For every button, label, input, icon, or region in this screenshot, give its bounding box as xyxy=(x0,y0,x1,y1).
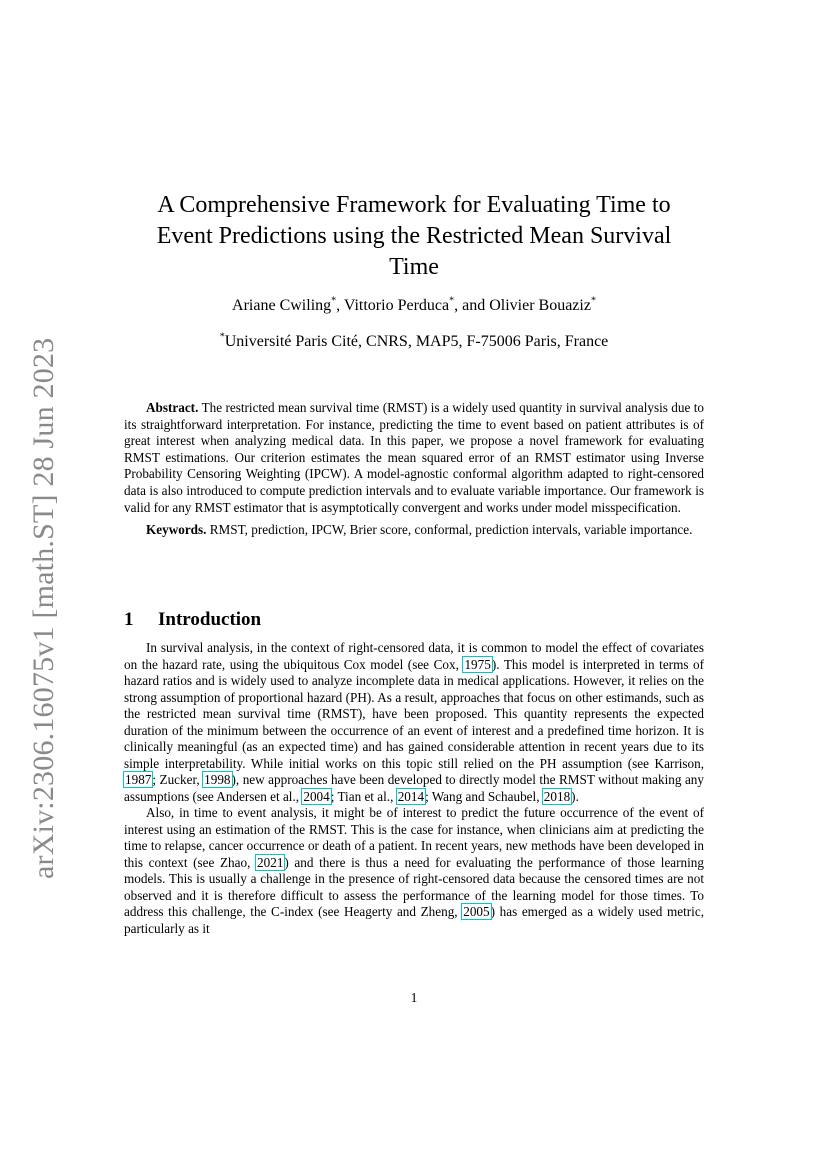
keywords-label: Keywords. xyxy=(146,522,207,538)
citation-link[interactable]: 2021 xyxy=(257,854,284,870)
affiliation-mark: * xyxy=(219,331,225,343)
citation-link[interactable]: 2004 xyxy=(303,788,330,804)
abstract-paragraph xyxy=(124,400,704,516)
citation-link[interactable]: 2014 xyxy=(397,788,425,804)
affiliation xyxy=(130,331,698,353)
body-paragraph xyxy=(124,640,704,805)
abstract-text: The restricted mean survival time (RMST) is a widely used quantity in survival analysis due to its straightforward interpretation. For instance, predicting the time to event based on patient attributes is of great interest when analyzing medical data. In this paper, we propose a novel framework for evaluating RMST estimations. Our criterion estimates the mean squared error of an RMST estimator using Inverse Probability Censoring Weighting (IPCW). A model-agnostic conformal algorithm adapted to right-censored data is also introduced to compute prediction intervals and to evaluate variable importance. Our framework is valid for any RMST estimator that is asymptotically convergent and works under model misspecification. xyxy=(124,400,705,515)
text-run: ) has emerged as a widely used metric, particularly as it xyxy=(124,904,704,936)
paper-title: A Comprehensive Framework for Evaluating Time to Event Predictions using the Restricted Mean Survival Time xyxy=(156,192,672,280)
section-number: 1 xyxy=(124,609,134,630)
section-heading-introduction xyxy=(124,609,261,631)
text-run: ). xyxy=(571,788,579,804)
page-number: 1 xyxy=(410,990,418,1005)
keywords-paragraph xyxy=(124,522,704,539)
author-name: Ariane Cwiling xyxy=(232,297,332,314)
text-run: ; Tian et al., xyxy=(330,788,397,804)
keywords-text: RMST, prediction, IPCW, Brier score, conformal, prediction intervals, variable importance. xyxy=(209,522,693,538)
text-run: ) and there is thus a need for evaluating the performance of those learning models. This is usually a challenge in the presence of right-censored data because the censored times are not observed and it is therefore difficult to assess the performance of the learning model for those times. To address this challenge, the C-index (see Heagerty and Zheng, xyxy=(124,854,704,919)
citation-link[interactable]: 1987 xyxy=(125,772,152,787)
text-run: ), new approaches have been developed to directly model the RMST without making any assumptions (see Andersen et al., xyxy=(124,772,704,804)
citation-link[interactable]: 1998 xyxy=(204,772,231,787)
author-affiliation-mark: * xyxy=(331,295,337,307)
author-name: Olivier Bouaziz xyxy=(489,297,591,314)
citation-link[interactable]: 1975 xyxy=(464,656,491,672)
text-run: In survival analysis, in the context of right-censored data, it is common to model the effect of covariates on the hazard rate, using the ubiquitous Cox model (see Cox, xyxy=(124,640,704,672)
author-separator: , and xyxy=(454,297,490,314)
author-list xyxy=(130,295,698,317)
abstract-block xyxy=(124,400,704,545)
citation-link[interactable]: 2005 xyxy=(463,904,490,919)
text-run: ). This model is interpreted in terms of hazard ratios and is widely used to analyze incomplete data in medical applications. However, it relies on the strong assumption of proportional hazard (PH). As a result, approaches that focus on other estimands, such as the restricted mean survival time (RMST), have been proposed. This quantity represents the expected duration of the minimum between the occurrence of an event of interest and a predefined time horizon. It is clinically meaningful (as an expected time) and has gained considerable attention in recent years due to its simple interpretability. While initial works on this topic still relied on the PH assumption (see Karrison, xyxy=(124,656,705,771)
text-run: ; Zucker, xyxy=(152,772,204,787)
affiliation-text: Université Paris Cité, CNRS, MAP5, F-75006 Paris, France xyxy=(224,333,609,350)
introduction-body xyxy=(124,640,704,937)
abstract-label: Abstract. xyxy=(146,400,199,415)
author-affiliation-mark: * xyxy=(590,295,596,307)
body-paragraph xyxy=(124,805,704,937)
author-separator: , xyxy=(336,297,344,314)
arxiv-identifier-stamp[interactable]: arXiv:2306.16075v1 [math.ST] 28 Jun 2023 xyxy=(27,337,60,879)
text-run: Also, in time to event analysis, it might be of interest to predict the future occurrence of the event of interest using an estimation of the RMST. This is the case for instance, when clinicians aim at predicting the time to relapse, cancer occurrence or death of a patient. In recent years, new methods have been developed in this context (see Zhao, xyxy=(124,805,704,870)
text-run: ; Wang and Schaubel, xyxy=(425,788,543,804)
section-title: Introduction xyxy=(158,609,262,630)
citation-link[interactable]: 2018 xyxy=(543,788,571,804)
author-affiliation-mark: * xyxy=(449,295,455,307)
author-name: Vittorio Perduca xyxy=(343,297,450,314)
